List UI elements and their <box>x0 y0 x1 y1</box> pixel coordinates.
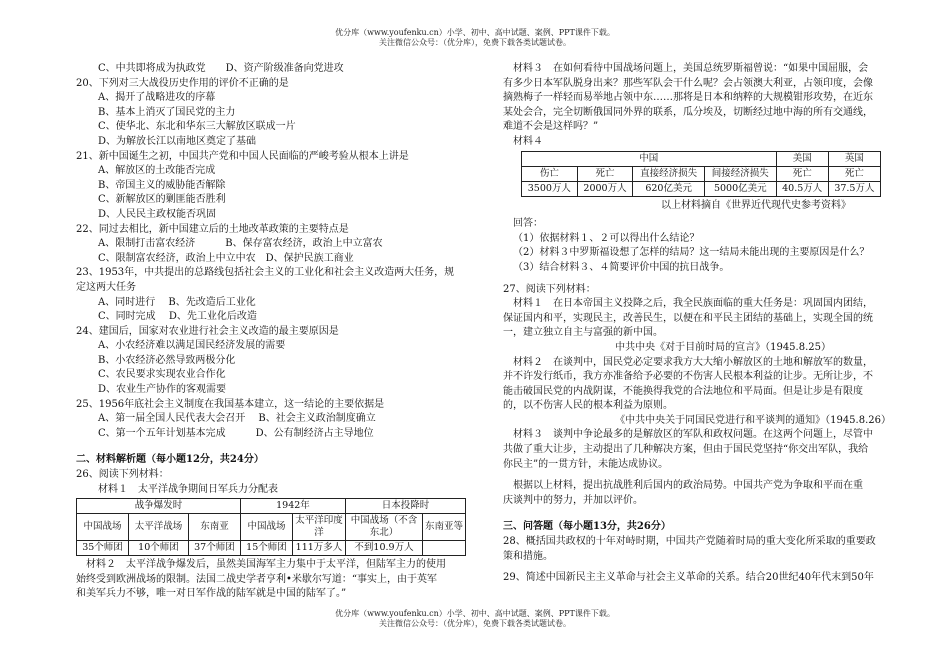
header-line-1: 优分库（www.youfenku.cn）小学、初中、高中试题、案例、PPT课件下载。 <box>335 28 615 37</box>
q23-options-ab: A、同时进行 B、先改造后工业化 <box>98 296 256 308</box>
q19-options: C、中共即将成为执政党 D、资产阶级准备向党进攻 <box>98 63 344 74</box>
table1-sub-cell: 中国战场 <box>77 514 129 541</box>
table2-value-cell: 5000亿美元 <box>704 181 776 196</box>
q28-line: 28、概括国共政权的十年对峙时期，中国共产党随着时局的重大变化所采取的重要政 <box>503 536 876 548</box>
q27-stem: 27、阅读下列材料： <box>503 283 596 295</box>
q24-option-b: B、小农经济必然导致两极分化 <box>98 354 236 366</box>
table1-sub-cell: 中国战场 <box>240 514 292 541</box>
table2-header-uk: 英国 <box>828 151 880 166</box>
table2-value-cell: 2000万人 <box>577 181 633 196</box>
material-3-line: 有多少日本军队脱身出来？那些军队会干什么呢？会占领澳大利亚，占领印度，会像 <box>503 77 873 89</box>
q24-stem: 24、建国后，国家对农业进行社会主义改造的最主要原因是 <box>76 325 339 337</box>
material-4-title: 材料４ <box>513 135 543 147</box>
table2-value-cell: 37.5万人 <box>828 181 880 196</box>
q27-material-2-line: 并不许发行纸币，我方亦准备给予必要的不伤害人民根本利益的让步。无所让步，不 <box>503 371 873 383</box>
q24-option-c: C、农民要求实现农业合作化 <box>98 369 226 381</box>
section-2-title: 二、材料解析题（每小题12分，共24分） <box>76 454 264 466</box>
page-footer <box>0 609 950 629</box>
q21-option-b: B、帝国主义的威胁能否解除 <box>98 179 226 191</box>
table1-value-cell: 111万多人 <box>293 541 346 556</box>
q26-subquestion: （3）结合材料３、４简要评价中国的抗日战争。 <box>513 261 730 273</box>
q24-option-a: A、小农经济难以满足国民经济发展的需要 <box>98 340 286 352</box>
table1-sub-cell: 中国战场（不含东北） <box>346 514 423 541</box>
table1-value-cell: 35个师团 <box>77 541 129 556</box>
material-3-line: 难道不会是这样吗？” <box>503 121 599 133</box>
table1-value-cell <box>423 541 466 556</box>
material-2-line: 始终受到欧洲战场的限制。法国二战史学者亨利•米歇尔写道：“事实上，由于英军 <box>76 573 438 585</box>
table1-value-cell: 10个师团 <box>129 541 189 556</box>
material-3-line: 摘熟梅子一样轻而易举地占领中东……那将是日本和纳粹的大规模钳形攻势，在近东 <box>503 92 873 104</box>
q21-option-c: C、新解放区的剿匪能否胜利 <box>98 194 226 206</box>
material-3-line: 材料３ 在如何看待中国战场问题上，美国总统罗斯福曾说：“如果中国屈服，会 <box>513 63 869 74</box>
table1-header-surrender: 日本投降时 <box>346 499 466 514</box>
q27-material-2-source: 《中共中央关于同国民党进行和平谈判的通知》（1945.8.26） <box>615 414 891 426</box>
q28-line: 策和措施。 <box>503 550 553 562</box>
q23-options-cd: C、同时完成 D、先工业化后改造 <box>98 311 257 323</box>
q27-material-2-line: 能击破国民党的内战阴谋，不能换得我党的合法地位和平局面。但是让步是有限度 <box>503 385 863 397</box>
table2-sub-cell: 死亡 <box>577 166 633 181</box>
q25-options-cd: C、第一个五年计划基本完成 D、公有制经济占主导地位 <box>98 427 374 439</box>
table2-sub-cell: 伤亡 <box>522 166 578 181</box>
page-header <box>0 28 950 48</box>
q23-stem-2: 定这两大任务 <box>76 281 136 293</box>
q20-option-c: C、使华北、东北和华东三大解放区联成一片 <box>98 121 296 133</box>
table1-sub-cell: 东南亚 <box>188 514 240 541</box>
table1-sub-cell: 东南亚等 <box>423 514 466 541</box>
table2-value-cell: 40.5万人 <box>776 181 828 196</box>
material-2-line: 材料２ 太平洋战争爆发后，虽然美国海军主力集中于太平洋，但陆军主力的使用 <box>86 559 446 571</box>
q21-stem: 21、新中国诞生之初，中国共产党和中国人民面临的严峻考验从根本上讲是 <box>76 150 409 162</box>
q23-stem-1: 23、1953年，中共提出的总路线包括社会主义的工业化和社会主义改造两大任务，规 <box>76 267 455 279</box>
q27-material-2-line: 的，以不伤害人民的根本利益为原则。 <box>503 400 673 412</box>
q24-option-d: D、农业生产协作的客观需要 <box>98 384 227 396</box>
q27-material-3-line: 你民主”的一贯方针，未能达成协议。 <box>503 458 669 470</box>
q21-option-a: A、解放区的土改能否完成 <box>98 165 216 177</box>
q25-options-ab: A、第一届全国人民代表大会召开 B、社会主义政治制度确立 <box>98 413 376 425</box>
right-column <box>503 62 891 586</box>
war-losses-table <box>521 151 881 197</box>
header-line-2: 关注微信公众号：（优分库），免费下载各类试题试卷。 <box>379 38 571 47</box>
q27-question-line: 庆谈判中的努力，并加以评价。 <box>503 494 643 506</box>
q20-stem: 20、下列对三大战役历史作用的评价不正确的是 <box>76 77 289 89</box>
section-3-title: 三、问答题（每小题13分，共26分） <box>503 521 671 533</box>
japanese-troops-table <box>76 498 466 556</box>
q27-material-3-line: 材料３ 谈判中争论最多的是解放区的军队和政权问题。在这两个问题上，尽管中 <box>513 429 873 441</box>
q26-subquestion: （1）依据材料１、２可以得出什么结论？ <box>513 232 700 244</box>
table2-sub-cell: 死亡 <box>776 166 828 181</box>
q20-option-a: A、揭开了战略进攻的序幕 <box>98 92 216 104</box>
q27-question-line: 根据以上材料，提出抗战胜利后国内的政治局势。中国共产党为争取和平而在重 <box>513 480 863 492</box>
answer-label: 回答： <box>513 218 543 230</box>
q21-option-d: D、人民民主政权能否巩固 <box>98 208 217 220</box>
q20-option-d: D、为解放长江以南地区奠定了基础 <box>98 135 257 147</box>
q22-options-ab: A、限制打击富农经济 B、保存富农经济，政治上中立富农 <box>98 238 383 250</box>
table2-value-cell: 3500万人 <box>522 181 578 196</box>
table2-header-usa: 美国 <box>776 151 828 166</box>
left-column <box>76 62 484 602</box>
material-source: 以上材料摘自《世界近代现代史参考资料》 <box>661 199 851 211</box>
table2-header-china: 中国 <box>522 151 777 166</box>
q26-stem: 26、阅读下列材料： <box>76 469 169 481</box>
q22-options-cd: C、限制富农经济，政治上中立中农 D、保护民族工商业 <box>98 252 354 264</box>
q22-stem: 22、同过去相比，新中国建立后的土地改革政策的主要特点是 <box>76 223 349 235</box>
table2-sub-cell: 间接经济损失 <box>704 166 776 181</box>
q29-line: 29、简述中国新民主主义革命与社会主义革命的关系。结合20世纪40年代末到50年 <box>503 572 874 584</box>
q27-material-2-line: 材料２ 在谈判中，国民党必定要求我方大大缩小解放区的土地和解放军的数量， <box>513 356 873 368</box>
q27-material-1-line: 保证国内和平，实现民主，改善民生，以便在和平民主团结的基础上，实现全国的统 <box>503 312 873 324</box>
table1-value-cell: 15个师团 <box>240 541 292 556</box>
q27-material-1-line: 材料１ 在日本帝国主义投降之后，我全民族面临的重大任务是：巩固国内团结， <box>513 298 873 310</box>
q27-material-1-source: 中共中央《对于目前时局的宣言》（1945.8.25） <box>615 341 831 353</box>
table2-sub-cell: 死亡 <box>828 166 880 181</box>
table1-header-1942: 1942年 <box>240 499 345 514</box>
footer-line-1: 优分库（www.youfenku.cn）小学、初中、高中试题、案例、PPT课件下载。 <box>335 609 615 618</box>
table1-header-war-start: 战争爆发时 <box>77 499 241 514</box>
q27-material-3-line: 共做了重大让步，主动提出了几种解决方案，但由于国民党坚持“你交出军队，我给 <box>503 444 869 456</box>
table1-sub-cell: 太平洋印度洋 <box>293 514 346 541</box>
footer-line-2: 关注微信公众号：（优分库），免费下载各类试题试卷。 <box>379 619 571 628</box>
q27-material-1-line: 一，建立独立自主与富强的新中国。 <box>503 327 663 339</box>
table1-sub-cell: 太平洋战场 <box>129 514 189 541</box>
material-1-title: 材料１ 太平洋战争期间日军兵力分配表 <box>98 483 278 495</box>
q26-subquestion: （2）材料３中罗斯福设想了怎样的结局？这一结局未能出现的主要原因是什么？ <box>513 247 870 259</box>
q20-option-b: B、基本上消灭了国民党的主力 <box>98 106 236 118</box>
q25-stem: 25、1956年底社会主义制度在我国基本建立，这一结论的主要依据是 <box>76 398 385 410</box>
table2-sub-cell: 直接经济损失 <box>633 166 705 181</box>
table1-value-cell: 不到10.9万人 <box>346 541 423 556</box>
material-3-line: 某处会合，完全切断俄国同外界的联系，瓜分埃及，切断经过地中海的所有交通线， <box>503 106 873 118</box>
material-2-line: 和美军兵力不够，唯一对日军作战的陆军就是中国的陆军了。” <box>76 588 347 600</box>
table1-value-cell: 37个师团 <box>188 541 240 556</box>
table2-value-cell: 620亿美元 <box>633 181 705 196</box>
